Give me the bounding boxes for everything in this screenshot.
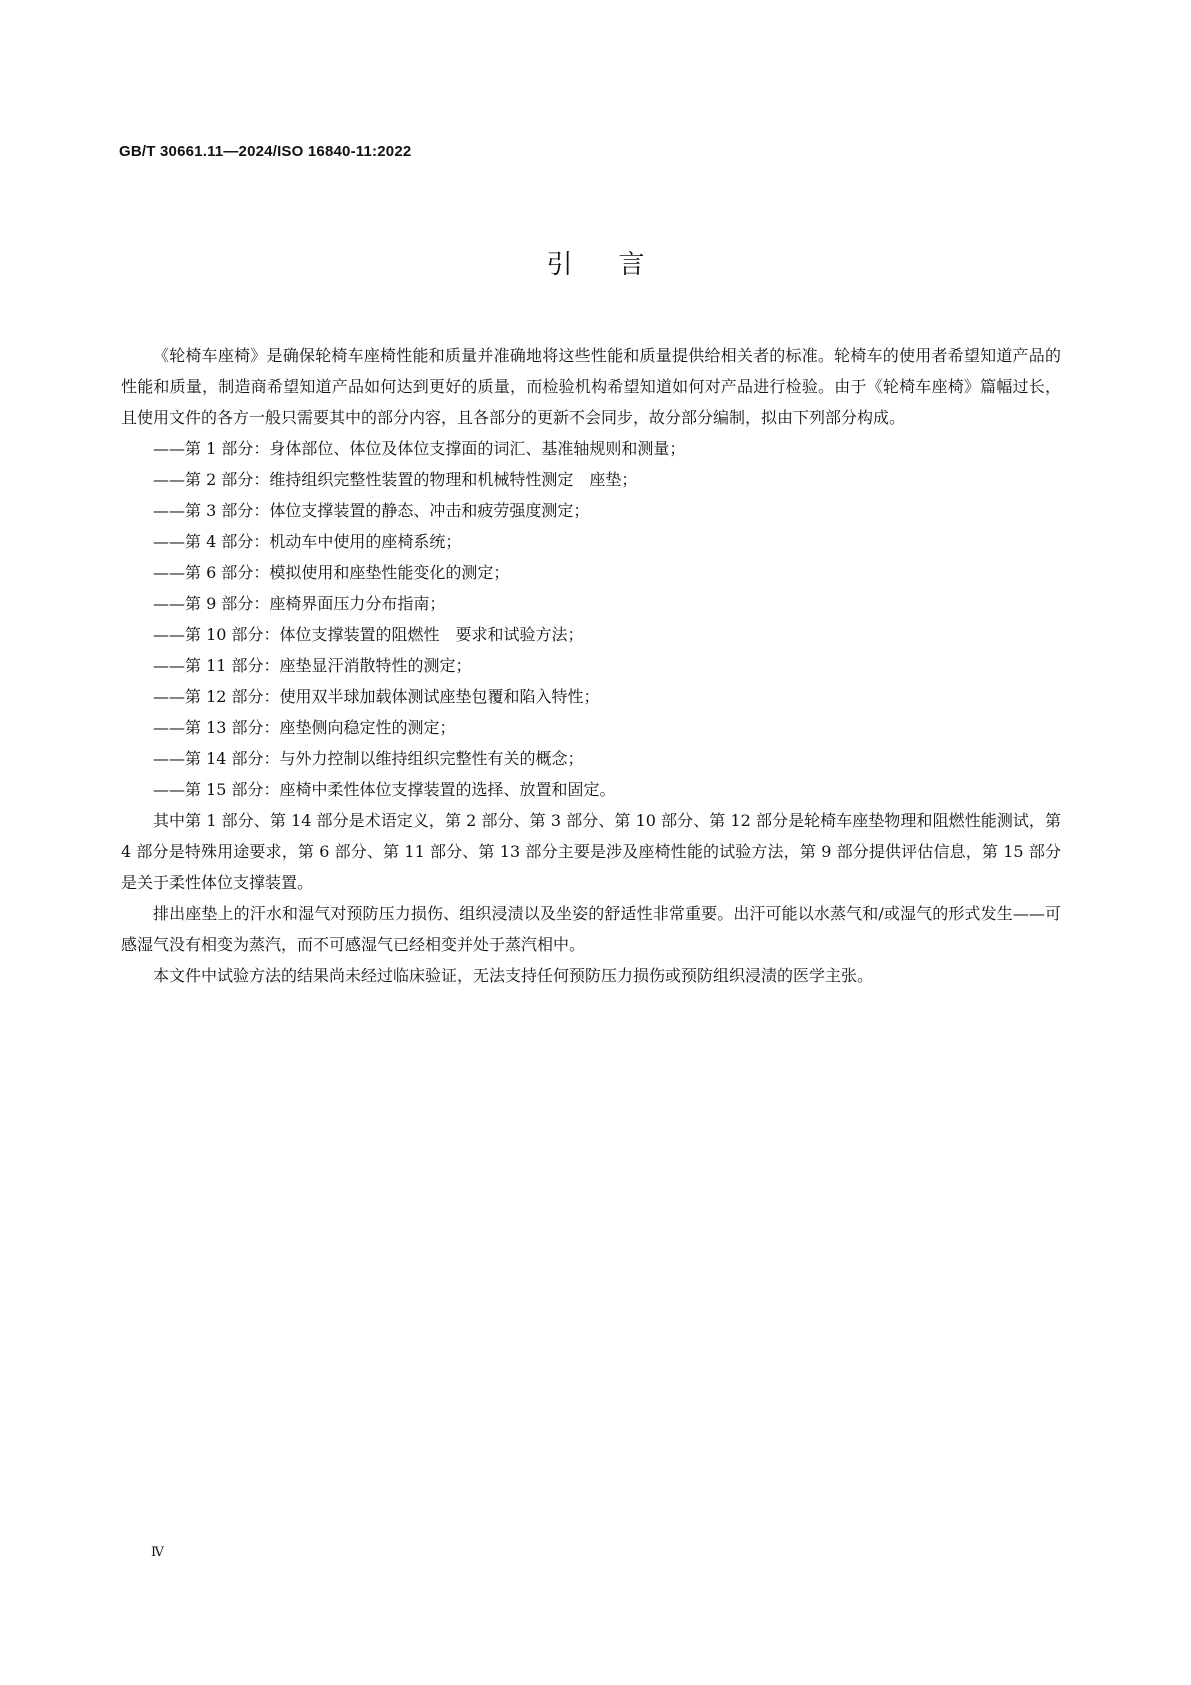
part-list-item: ——第 14 部分：与外力控制以维持组织完整性有关的概念；: [153, 749, 584, 768]
part-list-item: ——第 10 部分：体位支撑装置的阻燃性 要求和试验方法；: [153, 625, 584, 644]
intro-paragraph-3: 排出座垫上的汗水和湿气对预防压力损伤、组织浸渍以及坐姿的舒适性非常重要。出汗可能以水蒸气和/或湿气的形式发生——可感湿气没有相变为蒸汽，而不可感湿气已经相变并处于蒸汽相中。: [121, 904, 1061, 954]
part-list-item: ——第 11 部分：座垫显汗消散特性的测定；: [153, 656, 472, 675]
intro-paragraph-2: 其中第 1 部分、第 14 部分是术语定义，第 2 部分、第 3 部分、第 10 部分、第 12 部分是轮椅车座垫物理和阻燃性能测试，第 4 部分是特殊用途要求，第 6 部分、第 11 部分、第 13 部分主要是涉及座椅性能的试验方法，第 9 部分提供评估信息，第 15 部分是关于柔性体位支撑装置。: [121, 811, 1061, 892]
part-list-item: ——第 15 部分：座椅中柔性体位支撑装置的选择、放置和固定。: [153, 780, 616, 799]
part-list-item: ——第 3 部分：体位支撑装置的静态、冲击和疲劳强度测定；: [153, 501, 590, 520]
page-number: Ⅳ: [151, 1545, 164, 1560]
part-list-item: ——第 13 部分：座垫侧向稳定性的测定；: [153, 718, 456, 737]
part-list-item: ——第 2 部分：维持组织完整性装置的物理和机械特性测定 座垫；: [153, 470, 638, 489]
introduction-body: [121, 340, 1061, 991]
part-list-item: ——第 9 部分：座椅界面压力分布指南；: [153, 594, 446, 613]
part-list-item: ——第 6 部分：模拟使用和座垫性能变化的测定；: [153, 563, 510, 582]
part-list-item: ——第 4 部分：机动车中使用的座椅系统；: [153, 532, 462, 551]
part-list-item: ——第 1 部分：身体部位、体位及体位支撑面的词汇、基准轴规则和测量；: [153, 439, 686, 458]
intro-paragraph-4: 本文件中试验方法的结果尚未经过临床验证，无法支持任何预防压力损伤或预防组织浸渍的医学主张。: [153, 966, 874, 985]
page-title: 引言: [546, 250, 691, 280]
intro-paragraph-1: 《轮椅车座椅》是确保轮椅车座椅性能和质量并准确地将这些性能和质量提供给相关者的标准。轮椅车的使用者希望知道产品的性能和质量，制造商希望知道产品如何达到更好的质量，而检验机构希望知道如何对产品进行检验。由于《轮椅车座椅》篇幅过长，且使用文件的各方一般只需要其中的部分内容，且各部分的更新不会同步，故分部分编制，拟由下列部分构成。: [121, 346, 1061, 427]
standard-number-header: GB/T 30661.11—2024/ISO 16840-11:2022: [119, 143, 412, 160]
part-list-item: ——第 12 部分：使用双半球加载体测试座垫包覆和陷入特性；: [153, 687, 600, 706]
parts-list: [121, 433, 1061, 805]
